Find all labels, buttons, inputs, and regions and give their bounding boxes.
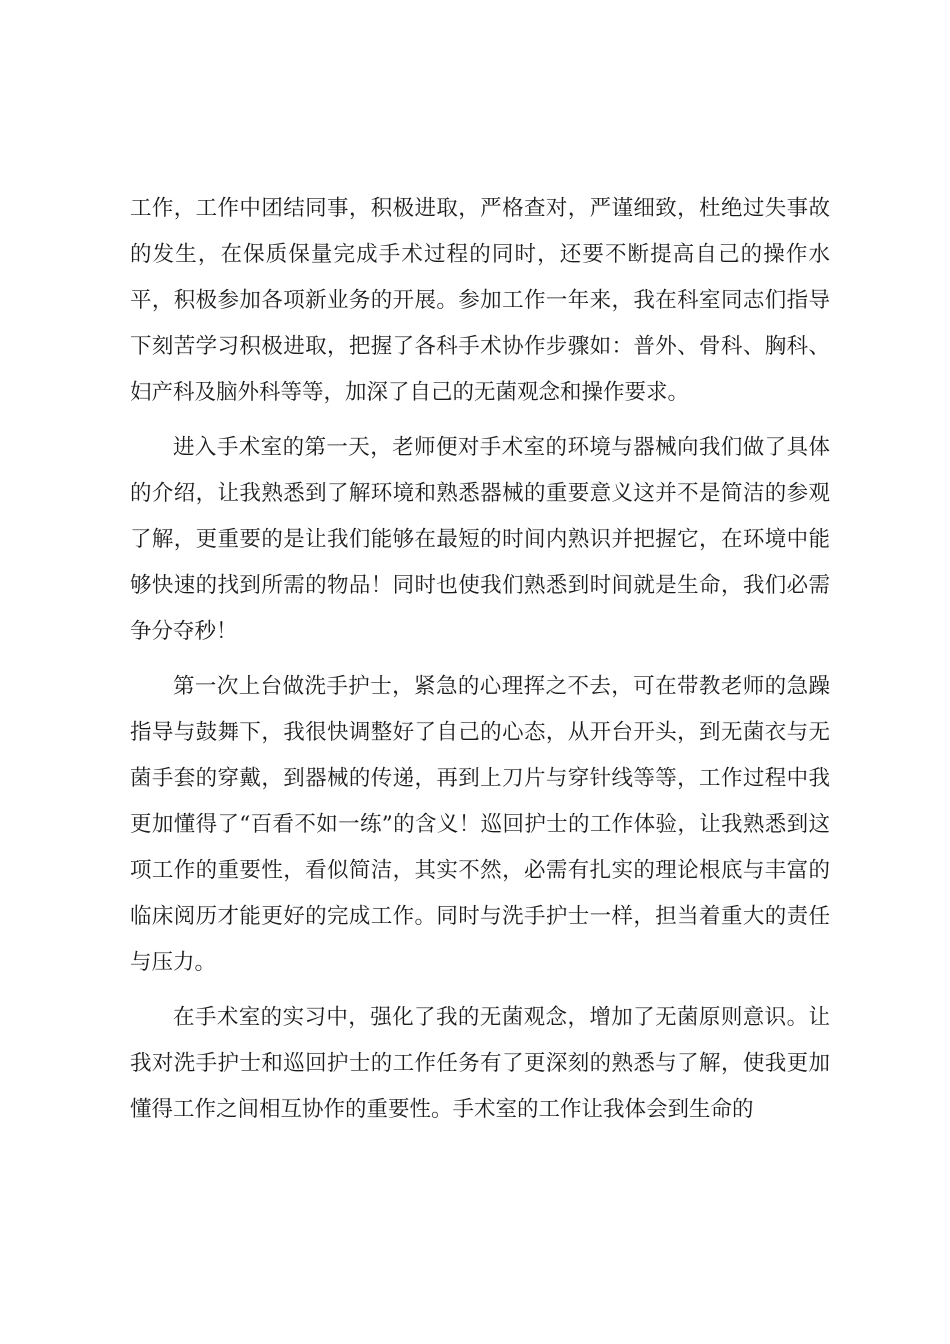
paragraph-first-day: 进入手术室的第一天，老师便对手术室的环境与器械向我们做了具体的介绍，让我熟悉到了解环境和熟悉器械的重要意义这并不是简洁的参观了解，更重要的是让我们能够在最短的时间内熟识并把握它，在环境中能够快速的找到所需的物品！同时也使我们熟悉到时间就是生命，我们必需争分夺秒！: [130, 435, 830, 644]
paragraph-internship-summary: 在手术室的实习中，强化了我的无菌观念，增加了无菌原则意识。让我对洗手护士和巡回护士的工作任务有了更深刻的熟悉与了解，使我更加懂得工作之间相互协作的重要性。手术室的工作让我体会到生命的: [130, 1005, 830, 1122]
paragraph-continuation: 工作，工作中团结同事，积极进取，严格查对，严谨细致，杜绝过失事故的发生，在保质保量完成手术过程的同时，还要不断提高自己的操作水平，积极参加各项新业务的开展。参加工作一年来，我在科室同志们指导下刻苦学习积极进取，把握了各科手术协作步骤如：普外、骨科、胸科、妇产科及脑外科等等，加深了自己的无菌观念和操作要求。: [130, 196, 830, 405]
document-body: [130, 186, 830, 1142]
paragraph-first-surgery: 第一次上台做洗手护士，紧急的心理挥之不去，可在带教老师的急躁指导与鼓舞下，我很快调整好了自己的心态，从开台开头，到无菌衣与无菌手套的穿戴，到器械的传递，再到上刀片与穿针线等等，工作过程中我更加懂得了“百看不如一练”的含义！巡回护士的工作体验，让我熟悉到这项工作的重要性，看似简洁，其实不然，必需有扎实的理论根底与丰富的临床阅历才能更好的完成工作。同时与洗手护士一样，担当着重大的责任与压力。: [130, 674, 830, 975]
